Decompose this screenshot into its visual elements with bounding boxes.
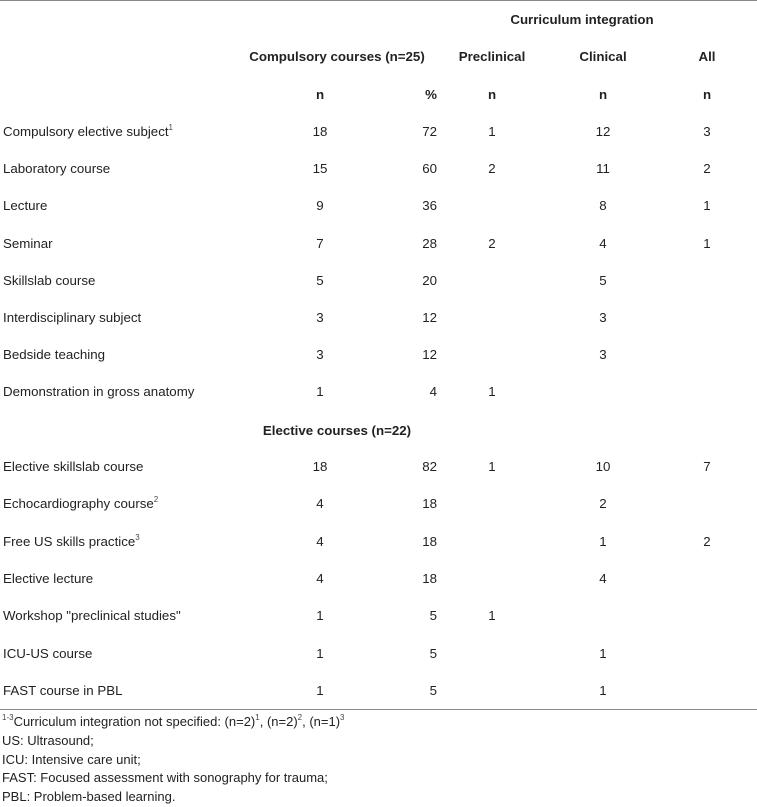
row-label: Lecture xyxy=(3,198,48,214)
footnote-marker: 3 xyxy=(135,532,140,542)
clinical-header: Clinical xyxy=(579,49,627,64)
row-percent: 5 xyxy=(429,682,437,698)
row-clinical: 4 xyxy=(599,570,607,586)
row-label: Interdisciplinary subject xyxy=(3,310,142,325)
row-label: Workshop "preclinical studies" xyxy=(3,608,181,624)
row-percent: 18 xyxy=(422,570,437,586)
row-n: 18 xyxy=(312,124,328,139)
row-preclinical: 1 xyxy=(488,124,496,139)
row-percent: 36 xyxy=(422,198,437,214)
row-percent: 12 xyxy=(422,310,437,325)
row-n: 5 xyxy=(316,272,324,288)
row-all: 3 xyxy=(703,124,711,139)
row-n: 3 xyxy=(316,347,324,363)
footnote-us: US: Ultrasound; xyxy=(2,732,94,748)
row-label: Bedside teaching xyxy=(3,347,106,363)
table-top-rule xyxy=(0,0,757,1)
row-label: Skillslab course xyxy=(3,272,96,288)
row-n: 4 xyxy=(316,570,324,586)
row-percent: 18 xyxy=(422,496,437,512)
footnote-mid-2: , (n=1) xyxy=(302,714,341,729)
footnote-text: Curriculum integration not specified: (n=2) xyxy=(13,714,256,729)
row-preclinical: 1 xyxy=(488,384,496,400)
table-bottom-rule xyxy=(0,709,757,710)
footnote-sup-1: 1 xyxy=(255,713,260,722)
row-preclinical: 2 xyxy=(488,235,496,251)
row-label: FAST course in PBL xyxy=(3,682,123,698)
row-all: 1 xyxy=(703,198,711,214)
row-percent: 4 xyxy=(429,384,437,400)
footnote-marker: 1 xyxy=(168,123,173,132)
clinical-n-subheader: n xyxy=(598,87,608,102)
n-subheader: n xyxy=(315,87,325,102)
row-all: 7 xyxy=(703,459,711,474)
all-n-subheader: n xyxy=(702,87,712,102)
row-n: 9 xyxy=(316,198,324,214)
row-percent: 60 xyxy=(422,161,437,177)
row-percent: 18 xyxy=(422,533,437,549)
footnote-pbl: PBL: Problem-based learning. xyxy=(2,789,176,805)
elective-courses-header: Elective courses (n=22) xyxy=(262,423,412,438)
row-clinical: 3 xyxy=(599,347,607,363)
row-n: 18 xyxy=(312,459,328,474)
row-clinical: 3 xyxy=(599,310,607,325)
row-preclinical: 1 xyxy=(488,459,496,474)
row-percent: 5 xyxy=(429,608,437,624)
row-label: Demonstration in gross anatomy xyxy=(3,384,195,400)
row-label: Free US skills practice$^3$ xyxy=(3,532,140,549)
percent-subheader: % xyxy=(425,87,437,102)
row-n: 4 xyxy=(316,533,324,549)
row-percent: 5 xyxy=(429,645,437,661)
footnote-unspecified xyxy=(2,713,742,732)
row-label: ICU-US course xyxy=(3,645,93,661)
row-preclinical: 2 xyxy=(488,161,496,177)
row-clinical: 1 xyxy=(599,645,607,661)
row-clinical: 5 xyxy=(599,272,607,288)
row-label: Echocardiography course$^2$ xyxy=(3,495,159,512)
row-preclinical: 1 xyxy=(488,608,496,624)
row-label: Laboratory course xyxy=(3,161,111,177)
row-clinical: 1 xyxy=(599,533,607,549)
row-clinical: 4 xyxy=(599,235,607,251)
row-n: 4 xyxy=(316,496,324,512)
footnote-fast: FAST: Focused assessment with sonography for trauma; xyxy=(2,770,328,786)
row-percent: 72 xyxy=(422,124,437,139)
row-label: Elective lecture xyxy=(3,570,94,586)
row-n: 3 xyxy=(316,310,324,325)
row-n: 1 xyxy=(316,384,324,400)
row-all: 1 xyxy=(703,235,711,251)
row-label: Elective skillslab course xyxy=(3,459,144,474)
footnotes xyxy=(2,713,742,807)
row-n: 1 xyxy=(316,608,324,624)
footnote-mid-1: , (n=2) xyxy=(259,714,298,729)
row-clinical: 10 xyxy=(595,459,611,474)
row-percent: 82 xyxy=(422,459,437,474)
all-header: All xyxy=(698,49,716,64)
row-clinical: 12 xyxy=(595,124,611,139)
preclinical-header: Preclinical xyxy=(458,49,526,64)
row-percent: 12 xyxy=(422,347,437,363)
row-percent: 20 xyxy=(422,272,437,288)
row-n: 7 xyxy=(316,235,324,251)
row-clinical: 2 xyxy=(599,496,607,512)
curriculum-integration-header: Curriculum integration xyxy=(510,12,654,27)
row-n: 15 xyxy=(312,161,328,177)
row-n: 1 xyxy=(316,682,324,698)
footnote-sup-2: 2 xyxy=(297,713,303,722)
preclinical-n-subheader: n xyxy=(487,87,497,102)
row-all: 2 xyxy=(703,533,711,549)
row-label: Compulsory elective subject$^1$ xyxy=(3,123,173,139)
row-clinical: 11 xyxy=(596,161,610,177)
footnote-icu: ICU: Intensive care unit; xyxy=(2,751,141,767)
row-clinical: 1 xyxy=(599,682,607,698)
compulsory-courses-header: Compulsory courses (n=25) xyxy=(249,49,425,64)
row-label: Seminar xyxy=(3,235,53,251)
row-clinical: 8 xyxy=(599,198,607,214)
footnote-sup-range: 1-3 xyxy=(2,713,14,722)
row-percent: 28 xyxy=(422,235,437,251)
row-all: 2 xyxy=(703,161,711,177)
footnote-sup-3: 3 xyxy=(340,713,345,722)
footnote-marker: 2 xyxy=(153,495,159,505)
row-n: 1 xyxy=(316,645,324,661)
